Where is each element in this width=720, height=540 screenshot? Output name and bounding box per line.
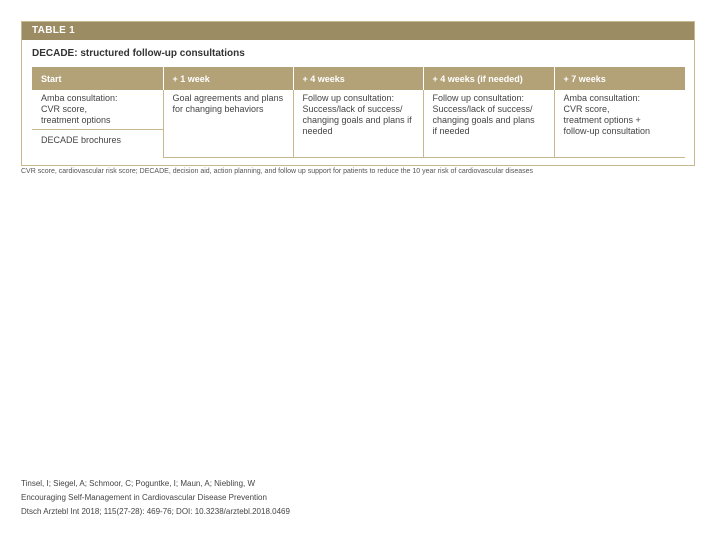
cell-line: changing goals and plans — [432, 115, 535, 125]
cell-start — [32, 90, 163, 130]
citation-authors: Tinsel, I; Siegel, A; Schmoor, C; Poguntke, I; Maun, A; Niebling, W — [21, 479, 256, 488]
header-7-weeks: + 7 weeks — [554, 67, 685, 90]
cell-line: Goal agreements and plans — [172, 93, 284, 103]
table-footnote: CVR score, cardiovascular risk score; DECADE, decision aid, action planning, and follow up support for patients to reduce the 10 year risk of cardiovascular diseases — [21, 168, 534, 175]
cell-7-weeks — [554, 90, 685, 157]
cell-line: treatment options + — [563, 115, 641, 125]
cell-line: treatment options — [41, 115, 111, 125]
citation-reference: Dtsch Arztebl Int 2018; 115(27-28): 469-76; DOI: 10.3238/arztebl.2018.0469 — [21, 507, 290, 516]
header-4-weeks-if-needed: + 4 weeks (if needed) — [423, 67, 554, 90]
table-header-row — [32, 67, 685, 90]
table-title: DECADE: structured follow-up consultations — [32, 48, 245, 59]
cell-line: Amba consultation: — [41, 93, 118, 103]
cell-line: Follow up consultation: — [432, 93, 525, 103]
cell-line: needed — [302, 126, 333, 136]
cell-1-week — [163, 90, 293, 157]
table-banner: TABLE 1 — [22, 22, 694, 40]
cell-line: Amba consultation: — [563, 93, 641, 103]
header-1-week: + 1 week — [163, 67, 293, 90]
header-4-weeks: + 4 weeks — [293, 67, 423, 90]
cell-4-weeks-if-needed — [423, 90, 554, 157]
cell-line: if needed — [432, 126, 470, 136]
cell-line: follow-up consultation — [563, 126, 651, 136]
table-card — [21, 21, 695, 166]
cell-line: changing goals and plans if — [302, 115, 412, 125]
cell-line: for changing behaviors — [172, 104, 264, 114]
cell-line: Success/lack of success/ — [302, 104, 403, 114]
header-start: Start — [32, 67, 163, 90]
table-row — [32, 90, 685, 130]
cell-brochures: DECADE brochures — [41, 135, 122, 145]
cell-line: Follow up consultation: — [302, 93, 395, 103]
cell-line: Success/lack of success/ — [432, 104, 533, 114]
citation-title: Encouraging Self-Management in Cardiovascular Disease Prevention — [21, 493, 267, 502]
cell-4-weeks — [293, 90, 423, 157]
cell-line: CVR score, — [563, 104, 610, 114]
citation — [21, 477, 290, 519]
consultation-table — [32, 67, 685, 158]
cell-line: CVR score, — [41, 104, 88, 114]
